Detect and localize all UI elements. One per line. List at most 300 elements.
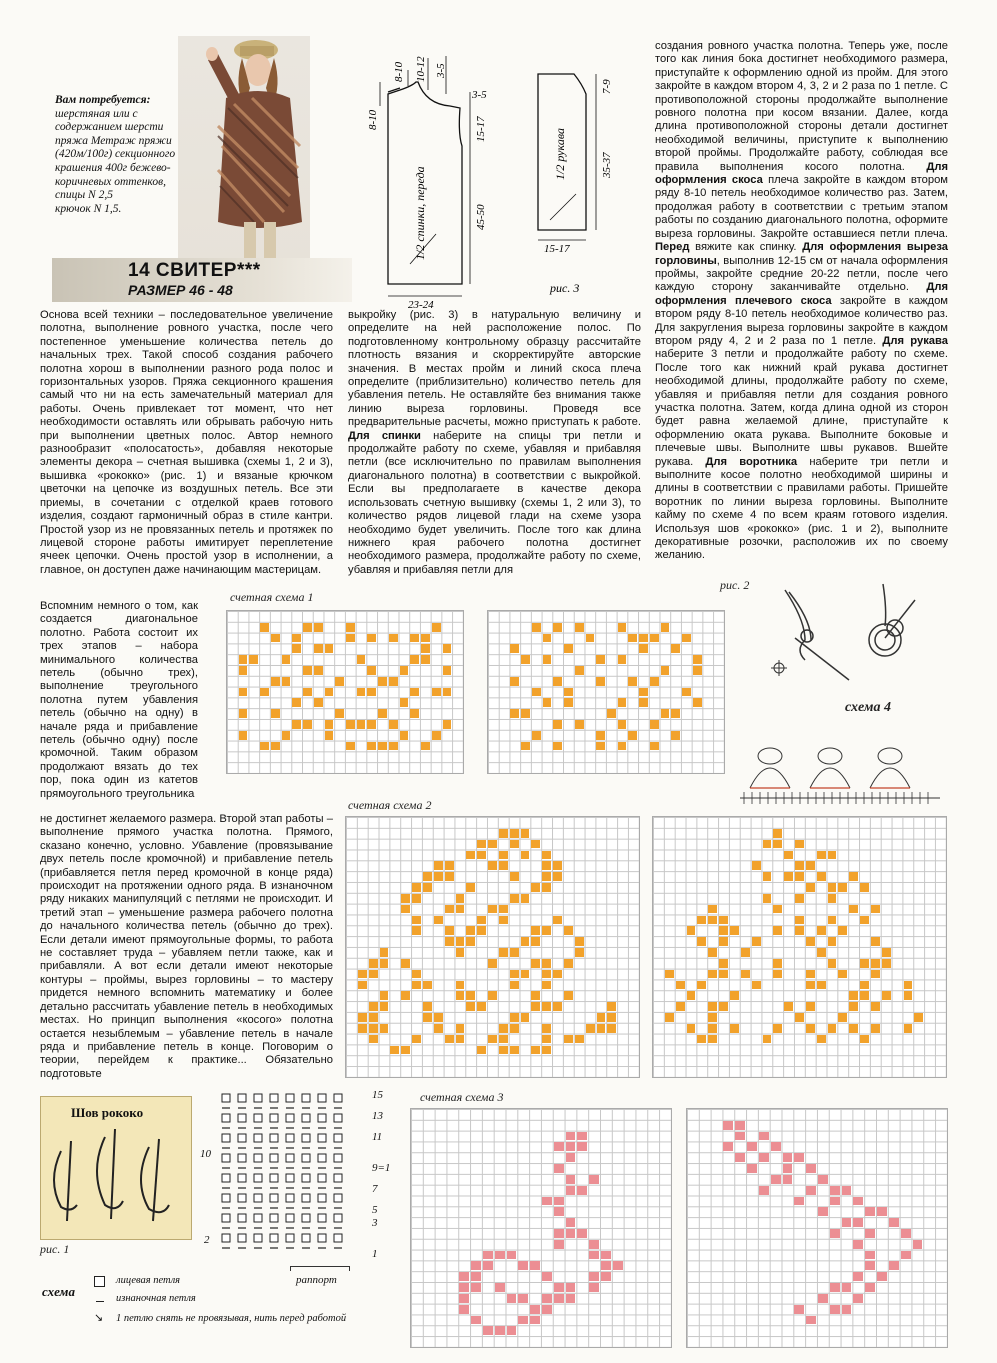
knit-cell <box>302 1154 310 1162</box>
stitch-cell <box>708 916 717 925</box>
stitch-cell <box>378 742 387 751</box>
stitch-cell <box>483 1251 493 1260</box>
back-text: выкройку (рис. 3) в натуральную величину и определите на ней расположение полос. По подготовленному контрольному образцу рассчитайте плотность вязания и скорректируйте авторские значения. В местах пройм и линий скоса плеча определите (приблизительно) количество петель для убавления петель. Не оставляйте без внимания также линию выреза горловины. Проведя все предварительные расчеты, можно приступать к работе. Для спинки наберите на спицы три петли и продолжайте работу по схеме, убавляя и прибавляя петли (все исключительно по правилам выполнения диагонального полотна) в соответствии с выкройкой. Если вы предполагаете в качестве декора использовать счетную вышивку (схемы 1, 2 или 3), то количество рядов лицевой глади на схеме узора необходимо будет увеличить. После того как длина нижнего края рабочего полотна достигнет необходимого размера, продолжайте работу по схеме, убавляя и прибавляя петли для <box>348 309 642 576</box>
stitch-cell <box>510 1013 519 1022</box>
stitch-cell <box>794 1197 804 1206</box>
stitch-cell <box>596 742 605 751</box>
stitch-cell <box>554 1197 564 1206</box>
stitch-cell <box>828 883 837 892</box>
stitch-cell <box>719 1002 728 1011</box>
stitch-cell <box>575 720 584 729</box>
stitch-cell <box>423 883 432 892</box>
stitch-cell <box>553 861 562 870</box>
repeat-label: раппорт <box>296 1274 337 1286</box>
chart-row-number: 7 <box>372 1183 378 1195</box>
stitch-cell <box>877 1272 887 1281</box>
stitch-cell <box>607 1013 616 1022</box>
dim-label: 45-50 <box>475 204 487 230</box>
stitch-cell <box>817 948 826 957</box>
stitch-cell <box>346 742 355 751</box>
stitch-cell <box>838 970 847 979</box>
stitch-cell <box>575 937 584 946</box>
stitch-cell <box>597 1024 606 1033</box>
stitch-cell <box>510 840 519 849</box>
stitch-cell <box>421 742 430 751</box>
purl-stitch-symbol <box>96 1301 104 1302</box>
stitch-cell <box>510 970 519 979</box>
knit-cell <box>334 1234 342 1242</box>
stitch-cell <box>531 937 540 946</box>
rococo-steps-illustration <box>41 1121 189 1231</box>
stitch-cell <box>759 1132 769 1141</box>
stitch-cell <box>282 655 291 664</box>
stitch-cell <box>596 655 605 664</box>
stitch-cell <box>543 698 552 707</box>
stitch-cell <box>564 644 573 653</box>
materials-line: шерстяная или с <box>55 107 138 120</box>
stitch-cell <box>521 1013 530 1022</box>
stitch-cell <box>358 970 367 979</box>
diagonal-paragraph-narrow <box>40 600 198 801</box>
stitch-cell <box>477 1046 486 1055</box>
stitch-cell <box>589 1272 599 1281</box>
stitch-cell <box>830 1186 840 1195</box>
knit-cell <box>254 1214 262 1222</box>
materials-block <box>55 94 185 216</box>
stitch-cell <box>566 1153 576 1162</box>
stitch-cell <box>596 677 605 686</box>
stitch-cell <box>752 861 761 870</box>
stitch-cell <box>553 742 562 751</box>
stitch-cell <box>346 623 355 632</box>
stitch-cell <box>913 1240 923 1249</box>
stitch-cell <box>542 1294 552 1303</box>
stitch-cell <box>795 861 804 870</box>
stitch-cell <box>443 688 452 697</box>
knit-cell <box>302 1234 310 1242</box>
stitch-cell <box>817 1035 826 1044</box>
stitch-cell <box>650 742 659 751</box>
dim-label: 15-17 <box>544 243 570 255</box>
stitch-cell <box>708 1035 717 1044</box>
stitch-cell <box>477 1002 486 1011</box>
knit-cell <box>318 1134 326 1142</box>
stitch-cell <box>747 1142 757 1151</box>
knit-cell <box>318 1194 326 1202</box>
knit-cell <box>286 1214 294 1222</box>
stitch-cell <box>260 688 269 697</box>
stitch-cell <box>795 1013 804 1022</box>
knit-cell <box>238 1174 246 1182</box>
stitch-cell <box>871 1002 880 1011</box>
stitch-cell <box>358 981 367 990</box>
stitch-cell <box>719 959 728 968</box>
stitch-cell <box>531 959 540 968</box>
stitch-cell <box>542 872 551 881</box>
stitch-cell <box>292 634 301 643</box>
knit-cell <box>334 1194 342 1202</box>
stitch-cell <box>618 698 627 707</box>
stitch-cell <box>325 720 334 729</box>
stitch-cell <box>389 720 398 729</box>
stitch-cell <box>499 851 508 860</box>
stitch-cell <box>510 829 519 838</box>
stitch-cell <box>865 1229 875 1238</box>
stitch-cell <box>682 634 691 643</box>
stitch-cell <box>671 709 680 718</box>
repeat-bracket <box>290 1266 350 1271</box>
stitch-cell <box>483 1261 493 1270</box>
figure-3-caption: рис. 3 <box>550 281 580 295</box>
stitch-cell <box>773 1024 782 1033</box>
stitch-cell <box>483 1326 493 1335</box>
scheme-2-title: счетная схема 2 <box>348 798 432 812</box>
knit-cell <box>286 1134 294 1142</box>
stitch-cell <box>564 698 573 707</box>
knit-cell <box>302 1214 310 1222</box>
stitch-cell <box>723 1121 733 1130</box>
knit-cell <box>318 1234 326 1242</box>
stitch-cell <box>818 1207 828 1216</box>
diagonal-text-2: не достигнет желаемого размера. Второй этап работы – выполнение прямого участка полотна. Прямого, сказано конечно, условно. Убавление (провязывание двух петель после кромочной) и прибавление петель (прибавляется петля перед кромочной в конце ряда) происходит на протяжении одного ряда. В изнаночном ряду никаких манипуляций с петлями не происходит. И третий этап – уменьшение размера рабочего полотна до начального количества петель (обычно до трех). Если детали имеют прямоугольные формы, то работа не составляет труда – убавляем петли также, как и прибавляли. А вот если детали имеют некоторые контуры – проймы, вырез горловины – то мастеру придется немного вспомнить математику и более детально рассчитать убавление петель в необходимых местах. Но принцип выполнения «косого» полотна остается незыблемым – убавление петель в начале ряда и прибавление петель в конце. Поговорим о теории, перейдем к практике... Обязательно подготовьте <box>40 813 333 1080</box>
stitch-cell <box>495 1326 505 1335</box>
stitch-cell <box>575 623 584 632</box>
stitch-cell <box>871 937 880 946</box>
stitch-cell <box>828 937 837 946</box>
stitch-cell <box>380 948 389 957</box>
stitch-cell <box>860 959 869 968</box>
knit-cell <box>254 1234 262 1242</box>
stitch-cell <box>795 872 804 881</box>
stitch-cell <box>488 959 497 968</box>
stitch-cell <box>618 655 627 664</box>
stitch-cell <box>358 1024 367 1033</box>
stitch-cell <box>521 709 530 718</box>
dim-label: 23-24 <box>408 299 434 311</box>
stitch-cell <box>828 851 837 860</box>
stitch-cell <box>445 872 454 881</box>
scheme-label: схема <box>42 1284 75 1299</box>
knit-cell <box>318 1214 326 1222</box>
stitch-cell <box>531 926 540 935</box>
knit-cell <box>238 1114 246 1122</box>
stitch-cell <box>477 926 486 935</box>
stitch-cell <box>719 916 728 925</box>
stitch-cell <box>794 1305 804 1314</box>
stitch-cell <box>650 677 659 686</box>
stitch-cell <box>443 644 452 653</box>
stitch-cell <box>575 948 584 957</box>
stitch-cell <box>577 1142 587 1151</box>
stitch-cell <box>730 926 739 935</box>
materials-line: спицы N 2,5 <box>55 189 113 202</box>
stitch-cell <box>466 1002 475 1011</box>
knit-stitch-chart <box>218 1090 368 1258</box>
stitch-cell <box>325 731 334 740</box>
stitch-cell <box>889 1261 899 1270</box>
stitch-cell <box>456 981 465 990</box>
stitch-cell <box>434 1013 443 1022</box>
stitch-cell <box>499 1046 508 1055</box>
stitch-cell <box>282 677 291 686</box>
stitch-cell <box>271 742 280 751</box>
stitch-cell <box>806 981 815 990</box>
stitch-cell <box>412 970 421 979</box>
stitch-cell <box>904 1024 913 1033</box>
stitch-cell <box>650 720 659 729</box>
stitch-cell <box>369 1013 378 1022</box>
stitch-cell <box>239 709 248 718</box>
stitch-cell <box>456 948 465 957</box>
back-instructions <box>348 309 641 577</box>
materials-line: содержанием шерсти <box>55 121 164 134</box>
stitch-cell <box>553 623 562 632</box>
stitch-cell <box>380 1024 389 1033</box>
page-title: 14 СВИТЕР*** <box>128 260 261 281</box>
chart-left-number: 10 <box>200 1148 211 1160</box>
stitch-cell <box>239 731 248 740</box>
stitch-cell <box>806 883 815 892</box>
stitch-cell <box>456 1024 465 1033</box>
stitch-cell <box>597 1013 606 1022</box>
knit-cell <box>318 1094 326 1102</box>
stitch-cell <box>628 677 637 686</box>
knit-cell <box>318 1174 326 1182</box>
knit-stitch-symbol <box>94 1276 105 1287</box>
stitch-cell <box>783 1175 793 1184</box>
stitch-cell <box>369 1024 378 1033</box>
stitch-cell <box>708 1024 717 1033</box>
stitch-cell <box>818 1294 828 1303</box>
knit-cell <box>270 1094 278 1102</box>
stitch-cell <box>575 666 584 675</box>
knit-cell <box>238 1214 246 1222</box>
stitch-cell <box>865 1283 875 1292</box>
stitch-cell <box>488 861 497 870</box>
knit-cell <box>302 1094 310 1102</box>
stitch-cell <box>564 688 573 697</box>
stitch-cell <box>554 1283 564 1292</box>
stitch-cell <box>838 1013 847 1022</box>
stitch-cell <box>292 644 301 653</box>
stitch-cell <box>817 981 826 990</box>
stitch-cell <box>554 1142 564 1151</box>
stitch-cell <box>543 634 552 643</box>
stitch-cell <box>239 688 248 697</box>
knit-cell <box>334 1174 342 1182</box>
stitch-cell <box>434 872 443 881</box>
stitch-cell <box>423 1013 432 1022</box>
stitch-cell <box>367 720 376 729</box>
knit-cell <box>238 1134 246 1142</box>
stitch-cell <box>566 1283 576 1292</box>
stitch-cell <box>518 1261 528 1270</box>
stitch-cell <box>783 1153 793 1162</box>
stitch-cell <box>806 1164 816 1173</box>
stitch-cell <box>510 1024 519 1033</box>
legend-purl: изнаночная петля <box>116 1293 196 1304</box>
stitch-cell <box>763 1035 772 1044</box>
stitch-cell <box>719 970 728 979</box>
stitch-cell <box>763 872 772 881</box>
stitch-cell <box>495 1251 505 1260</box>
stitch-cell <box>466 851 475 860</box>
stitch-cell <box>759 1186 769 1195</box>
stitch-cell <box>806 937 815 946</box>
stitch-cell <box>676 1002 685 1011</box>
stitch-cell <box>853 1197 863 1206</box>
dim-label: 10-12 <box>415 56 427 82</box>
stitch-cell <box>752 937 761 946</box>
materials-heading: Вам потребуется: <box>55 94 151 106</box>
model-photo <box>178 36 310 264</box>
stitch-cell <box>292 698 301 707</box>
stitch-cell <box>904 981 913 990</box>
assembly-instructions <box>655 40 948 563</box>
stitch-cell <box>618 742 627 751</box>
stitch-cell <box>589 1240 599 1249</box>
stitch-cell <box>530 1305 540 1314</box>
stitch-cell <box>477 851 486 860</box>
stitch-cell <box>577 1132 587 1141</box>
stitch-cell <box>763 894 772 903</box>
scheme-3-title: счетная схема 3 <box>420 1090 504 1104</box>
stitch-cell <box>380 1002 389 1011</box>
stitch-cell <box>697 937 706 946</box>
stitch-cell <box>530 1261 540 1270</box>
stitch-cell <box>456 937 465 946</box>
stitch-cell <box>860 883 869 892</box>
stitch-cell <box>459 1305 469 1314</box>
knit-cell <box>318 1154 326 1162</box>
stitch-cell <box>367 666 376 675</box>
stitch-cell <box>554 1164 564 1173</box>
stitch-cell <box>456 1035 465 1044</box>
stitch-cell <box>564 1035 573 1044</box>
stitch-cell <box>719 926 728 935</box>
stitch-cell <box>830 1283 840 1292</box>
scheme-4-title: схема 4 <box>845 700 891 715</box>
stitch-cell <box>410 655 419 664</box>
stitch-cell <box>499 861 508 870</box>
stitch-cell <box>882 948 891 957</box>
stitch-cell <box>521 937 530 946</box>
stitch-cell <box>542 959 551 968</box>
stitch-cell <box>723 1142 733 1151</box>
stitch-cell <box>763 840 772 849</box>
stitch-cell <box>499 1024 508 1033</box>
stitch-cell <box>542 926 551 935</box>
stitch-cell <box>784 872 793 881</box>
stitch-cell <box>531 1002 540 1011</box>
stitch-cell <box>443 720 452 729</box>
stitch-cell <box>708 1013 717 1022</box>
stitch-cell <box>357 655 366 664</box>
legend-slip: 1 петлю снять не провязывая, нить перед работой <box>116 1313 347 1324</box>
stitch-cell <box>865 1251 875 1260</box>
stitch-cell <box>445 937 454 946</box>
knit-cell <box>286 1194 294 1202</box>
knit-cell <box>222 1114 230 1122</box>
stitch-cell <box>842 1218 852 1227</box>
stitch-cell <box>865 1207 875 1216</box>
knit-cell <box>270 1214 278 1222</box>
stitch-cell <box>314 623 323 632</box>
stitch-cell <box>358 1013 367 1022</box>
stitch-cell <box>871 905 880 914</box>
rococo-stitch-figure <box>765 580 945 690</box>
stitch-cell <box>445 905 454 914</box>
stitch-cell <box>601 1251 611 1260</box>
stitch-cell <box>784 851 793 860</box>
stitch-cell <box>818 1175 828 1184</box>
stitch-cell <box>882 959 891 968</box>
stitch-cell <box>542 861 551 870</box>
stitch-cell <box>806 1186 816 1195</box>
stitch-cell <box>443 666 452 675</box>
materials-line: крючок N 1,5. <box>55 202 122 215</box>
stitch-cell <box>607 1002 616 1011</box>
dim-label: 7-9 <box>601 79 613 94</box>
stitch-cell <box>335 709 344 718</box>
stitch-cell <box>817 872 826 881</box>
stitch-cell <box>564 991 573 1000</box>
stitch-cell <box>532 623 541 632</box>
stitch-cell <box>542 1046 551 1055</box>
stitch-cell <box>531 991 540 1000</box>
stitch-cell <box>589 1283 599 1292</box>
stitch-cell <box>628 634 637 643</box>
knit-cell <box>222 1174 230 1182</box>
stitch-cell <box>553 872 562 881</box>
stitch-cell <box>507 1251 517 1260</box>
stitch-cell <box>795 926 804 935</box>
stitch-cell <box>708 948 717 957</box>
chart-row-number: 11 <box>372 1131 383 1143</box>
knit-cell <box>222 1194 230 1202</box>
stitch-cell <box>564 926 573 935</box>
front-label: 1/2 спинки, переда <box>413 166 427 260</box>
stitch-cell <box>412 883 421 892</box>
stitch-cell <box>901 1251 911 1260</box>
stitch-cell <box>314 644 323 653</box>
stitch-cell <box>303 623 312 632</box>
stitch-cell <box>510 981 519 990</box>
knit-cell <box>270 1114 278 1122</box>
knit-cell <box>254 1154 262 1162</box>
stitch-cell <box>532 688 541 697</box>
stitch-cell <box>488 840 497 849</box>
stitch-cell <box>412 894 421 903</box>
stitch-cell <box>423 981 432 990</box>
stitch-cell <box>676 981 685 990</box>
stitch-cell <box>510 709 519 718</box>
stitch-cell <box>432 623 441 632</box>
knit-cell <box>254 1114 262 1122</box>
stitch-cell <box>613 1261 623 1270</box>
knit-cell <box>286 1234 294 1242</box>
stitch-cell <box>346 720 355 729</box>
stitch-cell <box>806 970 815 979</box>
knit-cell <box>270 1194 278 1202</box>
stitch-cell <box>687 991 696 1000</box>
stitch-cell <box>445 926 454 935</box>
stitch-cell <box>697 981 706 990</box>
stitch-cell <box>741 948 750 957</box>
stitch-cell <box>553 677 562 686</box>
stitch-cell <box>628 731 637 740</box>
stitch-cell <box>566 1218 576 1227</box>
